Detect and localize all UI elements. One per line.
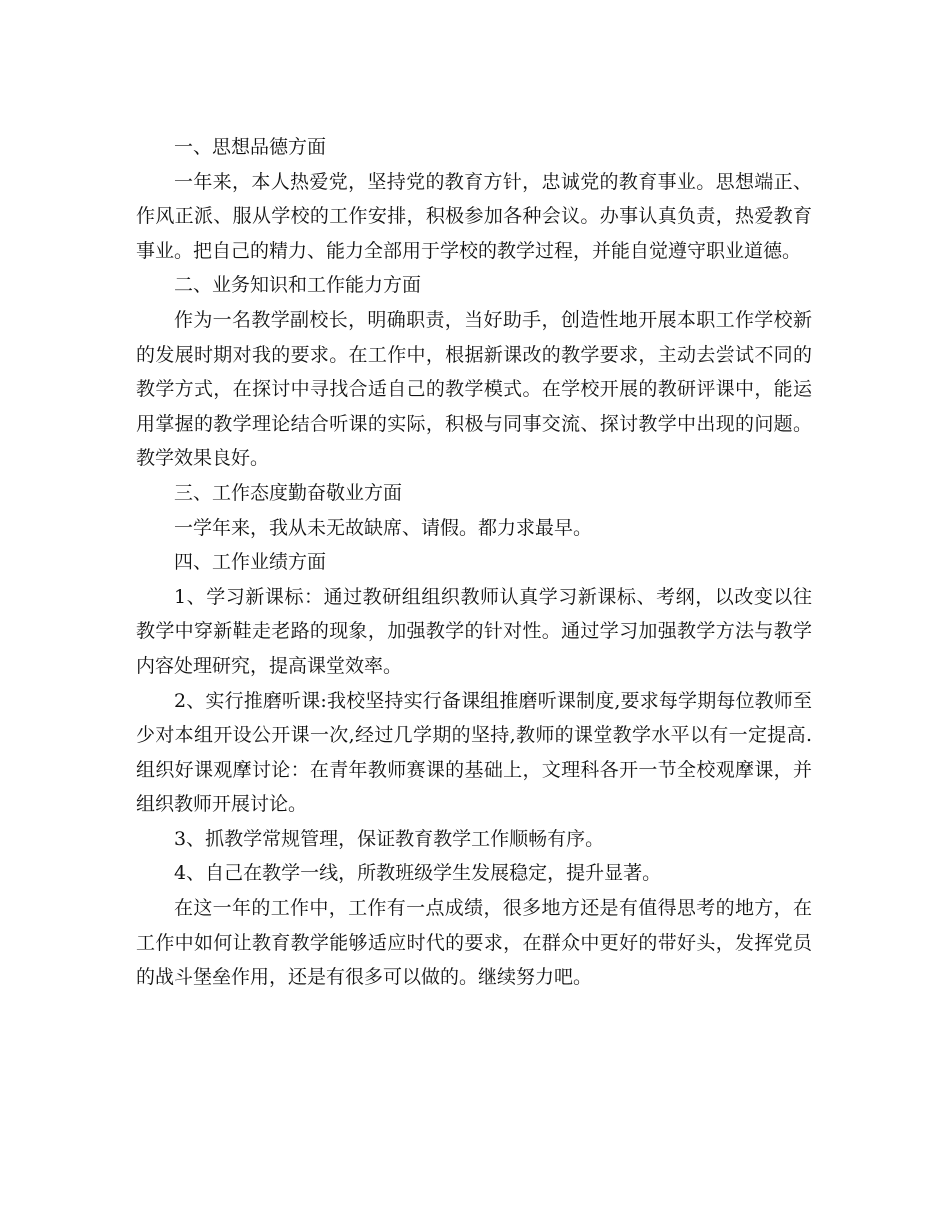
list-item-achievement-4: 4、自己在教学一线，所教班级学生发展稳定，提升显著。 [174,862,662,885]
list-item-achievement-3: 3、抓教学常规管理，保证教育教学工作顺畅有序。 [174,827,605,850]
document-body [136,130,812,995]
paragraph-conclusion: 在这一年的工作中，工作有一点成绩，很多地方还是有值得思考的地方，在工作中如何让教育教学能够适应时代的要求，在群众中更好的带好头，发挥党员的战斗堡垒作用，还是有很多可以做的。继续努力吧。 [136,897,812,989]
section-heading-attitude: 三、工作态度勤奋敬业方面 [174,481,403,504]
section-heading-ability: 二、业务知识和工作能力方面 [174,274,422,297]
paragraph-ideology: 一年来，本人热爱党，坚持党的教育方针，忠诚党的教育事业。思想端正、作风正派、服从学校的工作安排，积极参加各种会议。办事认真负责，热爱教育事业。把自己的精力、能力全部用于学校的教学过程，并能自觉遵守职业道德。 [136,170,812,262]
paragraph-ability: 作为一名教学副校长，明确职责，当好助手，创造性地开展本职工作学校新的发展时期对我的要求。在工作中，根据新课改的教学要求，主动去尝试不同的教学方式，在探讨中寻找合适自己的教学模式。在学校开展的教研评课中，能运用掌握的教学理论结合听课的实际，积极与同事交流、探讨教学中出现的问题。教学效果良好。 [136,308,812,470]
list-item-achievement-2: 2、实行推磨听课:我校坚持实行备课组推磨听课制度,要求每学期每位教师至少对本组开设公开课一次,经过几学期的坚持,教师的课堂教学水平以有一定提高.组织好课观摩讨论：在青年教师赛课的基础上，文理科各开一节全校观摩课，并组织教师开展讨论。 [136,689,812,816]
paragraph-attitude: 一学年来，我从未无故缺席、请假。都力求最早。 [174,516,593,539]
list-item-achievement-1: 1、学习新课标：通过教研组组织教师认真学习新课标、考纲，以改变以往教学中穿新鞋走老路的现象，加强教学的针对性。通过学习加强教学方法与教学内容处理研究，提高课堂效率。 [136,585,812,677]
section-heading-achievements: 四、工作业绩方面 [174,551,327,574]
section-heading-ideology: 一、思想品德方面 [174,136,327,158]
